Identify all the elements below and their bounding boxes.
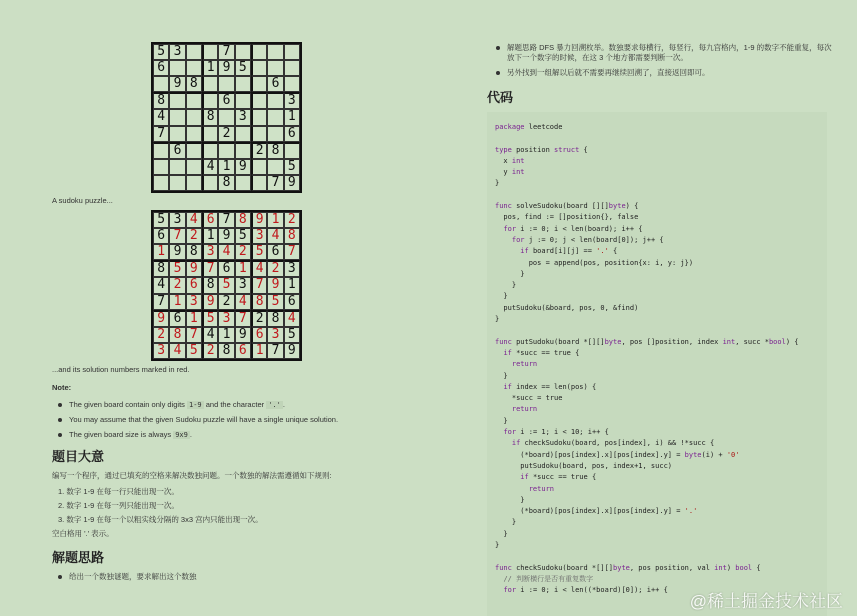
sudoku-cell: 9: [169, 244, 185, 260]
heading-problem-summary: 题目大意: [52, 449, 105, 464]
sudoku-cell: [251, 60, 267, 76]
sudoku-cell: [251, 126, 267, 142]
sudoku-cell: [186, 44, 202, 60]
sudoku-cell: 3: [235, 109, 251, 125]
sudoku-cell: 7: [284, 244, 300, 260]
sudoku-cell: [235, 44, 251, 60]
sudoku-cell: 2: [267, 260, 283, 277]
sudoku-cell: [251, 92, 267, 109]
sudoku-cell: 9: [169, 76, 185, 92]
sudoku-cell: 8: [218, 343, 234, 359]
sudoku-cell: 3: [169, 44, 185, 60]
heading-code: 代码: [487, 90, 514, 105]
sudoku-cell: 3: [186, 294, 202, 310]
sudoku-cell: 1: [235, 260, 251, 277]
sudoku-cell: [202, 175, 218, 191]
sudoku-cell: [169, 109, 185, 125]
sudoku-cell: 4: [186, 212, 202, 228]
sudoku-cell: 1: [218, 159, 234, 175]
sudoku-cell: 6: [186, 277, 202, 293]
sudoku-cell: 5: [186, 343, 202, 359]
sudoku-cell: 8: [169, 327, 185, 343]
sudoku-cell: 1: [202, 60, 218, 76]
sudoku-cell: 2: [251, 142, 267, 159]
sudoku-cell: [202, 142, 218, 159]
sudoku-cell: 9: [186, 260, 202, 277]
problem-intro: 编写一个程序，通过已填充的空格来解决数独问题。一个数独的解法需遵循如下规则:: [52, 471, 332, 480]
sudoku-cell: 2: [251, 310, 267, 327]
sudoku-cell: 3: [284, 92, 300, 109]
sudoku-cell: 2: [186, 228, 202, 244]
sudoku-cell: 9: [251, 212, 267, 228]
sudoku-cell: 9: [235, 327, 251, 343]
sudoku-cell: 5: [235, 60, 251, 76]
sudoku-cell: [186, 126, 202, 142]
sudoku-cell: [153, 76, 169, 92]
sudoku-cell: [267, 159, 283, 175]
sudoku-cell: 7: [186, 327, 202, 343]
sudoku-cell: 8: [202, 109, 218, 125]
sudoku-cell: [284, 142, 300, 159]
sudoku-cell: [186, 175, 202, 191]
sudoku-cell: 5: [284, 159, 300, 175]
sudoku-cell: 7: [218, 212, 234, 228]
sudoku-cell: 2: [169, 277, 185, 293]
sudoku-cell: 6: [169, 142, 185, 159]
sudoku-cell: 9: [284, 175, 300, 191]
sudoku-cell: [251, 159, 267, 175]
sudoku-cell: [235, 76, 251, 92]
sudoku-cell: 5: [284, 327, 300, 343]
watermark: @稀土掘金技术社区: [689, 592, 843, 611]
sudoku-cell: [251, 44, 267, 60]
sudoku-cell: 8: [153, 92, 169, 109]
sudoku-cell: 5: [235, 228, 251, 244]
sudoku-cell: 7: [235, 310, 251, 327]
sudoku-cell: 4: [235, 294, 251, 310]
sudoku-cell: 2: [153, 327, 169, 343]
sudoku-cell: 8: [284, 228, 300, 244]
sudoku-cell: 2: [235, 244, 251, 260]
sudoku-cell: [186, 159, 202, 175]
sudoku-cell: 9: [284, 343, 300, 359]
notes-list: [52, 400, 422, 445]
sudoku-cell: 5: [202, 310, 218, 327]
approach-list-left: [52, 572, 422, 587]
sudoku-cell: [153, 142, 169, 159]
heading-solution-approach: 解题思路: [52, 550, 105, 565]
sudoku-cell: [186, 92, 202, 109]
sudoku-cell: 7: [202, 260, 218, 277]
sudoku-cell: 4: [267, 228, 283, 244]
sudoku-cell: 6: [267, 76, 283, 92]
sudoku-cell: [202, 92, 218, 109]
rule-item: 3. 数字 1-9 在每一个以粗实线分隔的 3x3 宫内只能出现一次。: [58, 515, 263, 524]
approach-item: 给出一个数独谜题，要求解出这个数独: [52, 572, 422, 582]
sudoku-cell: 6: [235, 343, 251, 359]
sudoku-cell: [218, 109, 234, 125]
sudoku-cell: 3: [202, 244, 218, 260]
sudoku-cell: 1: [186, 310, 202, 327]
note-item: The given board contain only digits 1-9 and the character '.' .: [52, 400, 422, 410]
sudoku-cell: [284, 60, 300, 76]
sudoku-cell: 6: [153, 228, 169, 244]
sudoku-cell: 6: [218, 260, 234, 277]
sudoku-cell: [284, 76, 300, 92]
sudoku-cell: 7: [153, 126, 169, 142]
sudoku-cell: [186, 142, 202, 159]
sudoku-cell: [235, 175, 251, 191]
code-content: package leetcode type position struct { x int y int } func solveSudoku(board [][]byte) { pos, find := []position{}, false for i := 0; i < len(board); i++ { for j := 0; j < len(board[0]); j++ { if board[i][j] == '.' { pos = append(pos, position{x: i, y: j}) } } } putSudoku(&board, pos, 0, &find) } func putSudoku(board *[][]byte, pos []position, index int, succ *bool) { if *succ == true { return } if index == len(pos) { *succ = true return } for i := 1; i < 10; i++ { if checkSudoku(board, pos[index], i) && !*succ { (*board)[pos[index].x][pos[index].y] = byte(i) + '0' putSudoku(board, pos, index+1, succ) if *succ == true { return } (*board)[pos[index].x][pos[index].y] = '.' } } } func checkSudoku(board *[][]byte, pos position, val int) bool { // 判断横行是否有重复数字 for i := 0; i < len((*board)[0]); i++ {: [495, 123, 799, 595]
sudoku-cell: 5: [153, 212, 169, 228]
note-label: Note:: [52, 383, 72, 392]
sudoku-cell: 9: [202, 294, 218, 310]
sudoku-cell: 1: [284, 109, 300, 125]
sudoku-cell: 6: [267, 244, 283, 260]
solution-caption: ...and its solution numbers marked in red.: [52, 365, 190, 374]
sudoku-cell: 8: [218, 175, 234, 191]
sudoku-cell: [186, 109, 202, 125]
sudoku-solution-grid: [151, 210, 302, 361]
sudoku-cell: [284, 44, 300, 60]
sudoku-cell: [153, 175, 169, 191]
sudoku-cell: 5: [153, 44, 169, 60]
sudoku-cell: 5: [251, 244, 267, 260]
sudoku-cell: [251, 109, 267, 125]
sudoku-cell: 6: [251, 327, 267, 343]
sudoku-cell: [267, 44, 283, 60]
sudoku-cell: 8: [267, 310, 283, 327]
sudoku-cell: [267, 126, 283, 142]
sudoku-cell: 4: [251, 260, 267, 277]
sudoku-cell: 5: [218, 277, 234, 293]
sudoku-cell: 3: [235, 277, 251, 293]
sudoku-cell: 6: [202, 212, 218, 228]
blank-note: 空白格用 '.' 表示。: [52, 529, 114, 538]
sudoku-cell: 4: [284, 310, 300, 327]
sudoku-cell: 7: [267, 343, 283, 359]
sudoku-cell: [218, 142, 234, 159]
code-block[interactable]: [487, 112, 827, 616]
sudoku-cell: 8: [267, 142, 283, 159]
sudoku-cell: [169, 175, 185, 191]
sudoku-cell: 4: [202, 159, 218, 175]
puzzle-caption: A sudoku puzzle...: [52, 196, 113, 205]
sudoku-cell: 2: [202, 343, 218, 359]
sudoku-cell: 3: [218, 310, 234, 327]
sudoku-cell: 7: [169, 228, 185, 244]
sudoku-cell: 9: [267, 277, 283, 293]
sudoku-cell: [267, 92, 283, 109]
sudoku-cell: 5: [267, 294, 283, 310]
sudoku-cell: 4: [218, 244, 234, 260]
sudoku-cell: [153, 159, 169, 175]
sudoku-cell: 1: [202, 228, 218, 244]
sudoku-cell: 9: [153, 310, 169, 327]
sudoku-cell: 6: [218, 92, 234, 109]
sudoku-cell: 7: [251, 277, 267, 293]
sudoku-cell: 5: [169, 260, 185, 277]
sudoku-cell: 9: [218, 60, 234, 76]
sudoku-cell: 8: [186, 244, 202, 260]
sudoku-cell: 8: [251, 294, 267, 310]
sudoku-cell: 9: [218, 228, 234, 244]
sudoku-cell: 2: [284, 212, 300, 228]
sudoku-cell: 4: [202, 327, 218, 343]
sudoku-cell: [169, 60, 185, 76]
sudoku-cell: [202, 126, 218, 142]
sudoku-cell: 8: [202, 277, 218, 293]
sudoku-cell: 1: [153, 244, 169, 260]
rule-item: 2. 数字 1-9 在每一列只能出现一次。: [58, 501, 179, 510]
sudoku-cell: 2: [218, 294, 234, 310]
sudoku-cell: 8: [186, 76, 202, 92]
sudoku-cell: 6: [284, 294, 300, 310]
approach-item: 解题思路 DFS 暴力回溯枚举。数独要求每横行，每竖行，每九宫格内，1-9 的数字不能重复，每次放下一个数字的时候，在这 3 个地方都需要判断一次。: [490, 43, 835, 63]
sudoku-cell: 3: [284, 260, 300, 277]
sudoku-cell: [169, 92, 185, 109]
rules-list: [58, 487, 263, 529]
sudoku-cell: 3: [251, 228, 267, 244]
approach-list-right: [490, 43, 835, 83]
sudoku-cell: [169, 159, 185, 175]
sudoku-cell: 6: [284, 126, 300, 142]
sudoku-cell: [235, 126, 251, 142]
sudoku-cell: [267, 109, 283, 125]
sudoku-cell: [251, 76, 267, 92]
sudoku-cell: 7: [153, 294, 169, 310]
sudoku-cell: [235, 142, 251, 159]
sudoku-cell: [169, 126, 185, 142]
sudoku-cell: [251, 175, 267, 191]
rule-item: 1. 数字 1-9 在每一行只能出现一次。: [58, 487, 179, 496]
sudoku-cell: 2: [218, 126, 234, 142]
sudoku-cell: 3: [169, 212, 185, 228]
sudoku-cell: [235, 92, 251, 109]
sudoku-cell: [186, 60, 202, 76]
sudoku-cell: 1: [218, 327, 234, 343]
sudoku-cell: 4: [153, 109, 169, 125]
sudoku-cell: 4: [169, 343, 185, 359]
sudoku-cell: 1: [169, 294, 185, 310]
note-item: You may assume that the given Sudoku puzzle will have a single unique solution.: [52, 415, 422, 425]
sudoku-cell: [202, 76, 218, 92]
note-item: The given board size is always 9x9 .: [52, 430, 422, 440]
sudoku-cell: [218, 76, 234, 92]
sudoku-cell: 8: [235, 212, 251, 228]
sudoku-cell: 3: [153, 343, 169, 359]
sudoku-cell: 7: [218, 44, 234, 60]
sudoku-cell: 4: [153, 277, 169, 293]
sudoku-cell: [202, 44, 218, 60]
sudoku-cell: [267, 60, 283, 76]
sudoku-cell: 6: [169, 310, 185, 327]
sudoku-cell: 9: [235, 159, 251, 175]
sudoku-cell: 3: [267, 327, 283, 343]
sudoku-cell: 1: [267, 212, 283, 228]
sudoku-cell: 1: [251, 343, 267, 359]
sudoku-cell: 6: [153, 60, 169, 76]
sudoku-cell: 7: [267, 175, 283, 191]
sudoku-cell: 1: [284, 277, 300, 293]
sudoku-cell: 8: [153, 260, 169, 277]
approach-item: 另外找到一组解以后就不需要再继续回溯了，直接返回即可。: [490, 68, 835, 78]
sudoku-puzzle-grid: [151, 42, 302, 193]
